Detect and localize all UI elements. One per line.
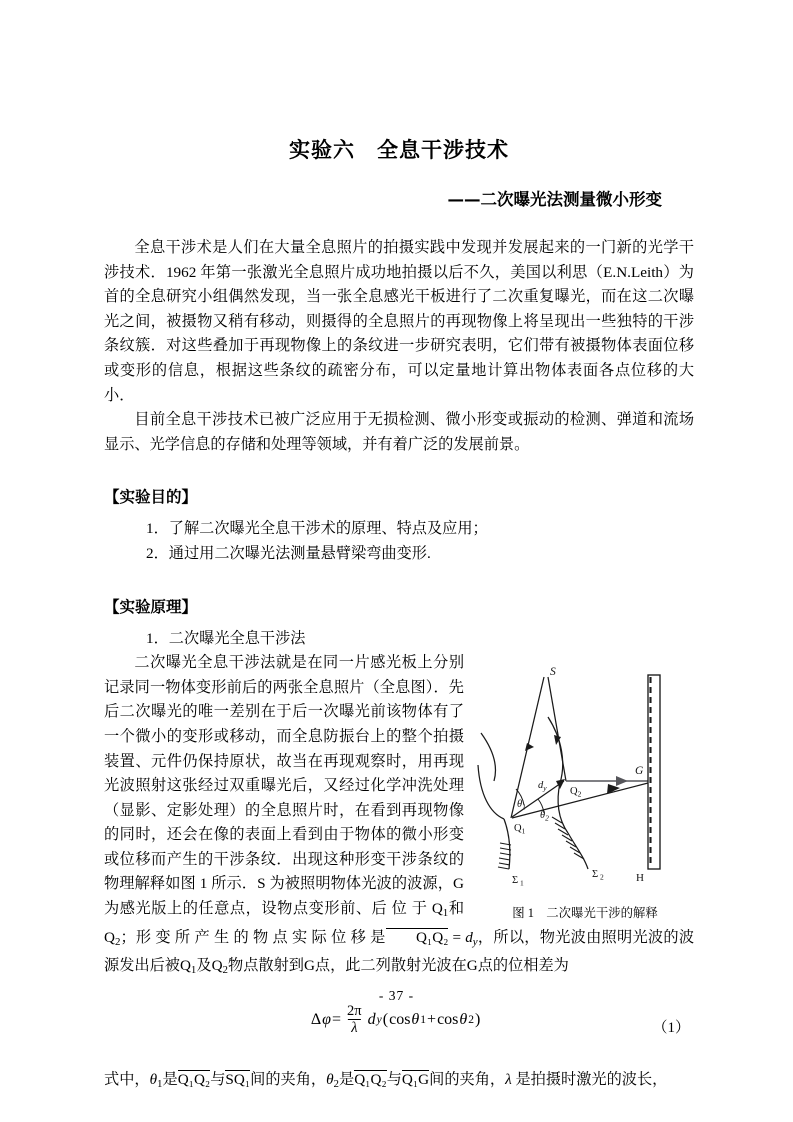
intro-paragraph-2: 目前全息干涉技术已被广泛应用于无损检测、微小形变或振动的检测、弹道和流场显示、光学信息的存储和处理等领域，并有着广泛的发展前景。: [104, 411, 694, 453]
figure-1-svg: [476, 655, 690, 895]
ray-arrowhead-left: [525, 743, 534, 751]
tail-theta-b: θ: [326, 1071, 334, 1089]
label-surface-sigma1: Σ $_1$: [512, 875, 524, 888]
segment-q1q2-inline: Q₁Q₂: [386, 928, 449, 946]
label-displacement-dy: $d_y$: [538, 780, 547, 793]
tail-seg-4: 间的夹角，: [250, 1071, 327, 1089]
surface-1-hatching: [498, 843, 511, 869]
surface-1-mid-curve: [478, 765, 504, 819]
tail-paragraph: [104, 1067, 694, 1097]
tail-seg-1: 式中，: [104, 1071, 150, 1089]
tail-segment-q1q2-a: Q₁Q₂: [177, 1071, 211, 1089]
surface-2-lower-curve: [568, 833, 588, 869]
formula-theta-2: θ: [459, 1010, 468, 1028]
principle-wrap-region: [104, 651, 694, 983]
formula-1: [311, 1003, 480, 1036]
page-title: 实验六 全息干涉技术: [289, 138, 509, 162]
formula-fraction: [344, 1003, 365, 1036]
objectives-heading: 【实验目的】: [104, 488, 198, 507]
surface-2-hatching: [552, 817, 584, 859]
label-surface-sigma2: Σ $_2$: [592, 869, 604, 882]
tail-theta-b-sub: 2: [333, 1078, 339, 1091]
formula-open-paren: (: [382, 1010, 389, 1028]
formula-equals: =: [332, 1010, 342, 1028]
formula-theta-1-sub: 1: [420, 1013, 427, 1026]
ray-q1-to-g: [512, 783, 648, 818]
principle-body-q1b-sub: 1: [190, 964, 197, 977]
tail-seg-7: 间的夹角，: [429, 1071, 506, 1089]
figure-1-graphic: [476, 655, 690, 895]
principle-body-dy: $d_y$: [465, 928, 478, 948]
tail-segment-sq1: SQ₁: [225, 1071, 251, 1089]
tail-seg-2: 是: [162, 1071, 178, 1089]
principle-body-seg-1: 二次曝光全息干涉法就是在同一片感光板上分别记录同一物体变形前后的两张全息照片（全息图）．先后二次曝光的唯一差别在于后一次曝光前该物体有了一个微小的变形或移动，而全息防振台上的整个拍摄装置、元件仍保持原状，故当在再现观察时，用再现光波照射这张经过双重曝光后，又经过化学冲洗处理（显影、定影处理）的全息照片时，在看到再现物像的同时，还会在像的表面上看到由于物体的微小形变或位移而产生的干涉条纹．出现这种形变干涉条纹的物理解释如图 1 所示．S 为被照明物体光波的波源，G 为感光版上的任意点，设物点变形前、后 位 于 Q: [104, 654, 464, 918]
principle-body-seg-4: ，所以，物光波由照明光波的波源发出后被Q: [104, 928, 694, 975]
label-angle-theta1: $\theta_1$: [517, 799, 526, 812]
tail-seg-8: 是拍摄时激光的波长，: [511, 1071, 668, 1089]
tail-segment-q1g: Q₁G: [401, 1071, 430, 1089]
page-number: - 37 -: [378, 988, 415, 1003]
figure-1: [476, 655, 694, 921]
tail-segment-q1q2-b: Q₁Q₂: [354, 1071, 387, 1089]
tail-seg-3: 与: [210, 1071, 226, 1089]
figure-1-labels: [512, 666, 644, 888]
label-source-s: S: [550, 666, 556, 679]
principle-body-seg-3: ；形 变 所 产 生 的 物 点 实 际 位 移 是: [120, 928, 386, 946]
principle-heading: 【实验原理】: [104, 597, 198, 616]
ray-q2-g-arrowhead: [616, 776, 628, 786]
page-content: [104, 0, 694, 1122]
formula-denominator: λ: [348, 1019, 360, 1036]
formula-phi: φ: [322, 1010, 332, 1028]
objectives-item-2: 2．通过用二次曝光法测量悬臂梁弯曲变形.: [146, 544, 431, 562]
tail-theta-a: θ: [149, 1071, 158, 1089]
formula-theta-2-sub: 2: [468, 1013, 475, 1026]
formula-d: d: [367, 1010, 376, 1028]
formula-1-row: [104, 1003, 694, 1051]
figure-1-caption: 图 1 二次曝光干涉的解释: [512, 906, 658, 921]
surface-1-upper-curve: [481, 733, 495, 781]
formula-cos-2: cos: [437, 1010, 459, 1028]
label-angle-theta2: $\theta_2$: [540, 810, 549, 823]
tail-lambda: λ: [505, 1071, 512, 1089]
formula-plus: +: [427, 1010, 437, 1028]
principle-body-seg-2: 和 Q: [104, 900, 465, 946]
formula-theta-1: θ: [411, 1010, 420, 1028]
principle-body-eq: =: [448, 928, 466, 946]
tail-seg-6: 与: [386, 1071, 402, 1089]
label-point-q1: $Q_1$: [514, 823, 526, 836]
formula-close-paren: ): [475, 1010, 481, 1028]
principle-body-seg-6: 物点散射到G点，此二列散射光波在G点的位相差为: [228, 957, 569, 975]
formula-1-number: （1）: [652, 1020, 690, 1037]
intro-paragraph-1: 全息干涉术是人们在大量全息照片的拍摄实践中发现并发展起来的一门新的光学干涉技术．1962 年第一张激光全息照片成功地拍摄以后不久，美国以利思（E.N.Leith）为首的全息研究小组偶然发现，当一张全息感光干板进行了二次重复曝光，而在这二次曝光之间，被摄物又稍有移动，则摄得的全息照片的再现物像上将呈现出一些独特的干涉条纹簇．对这些叠加于再现物像上的条纹进一步研究表明，它们带有被摄物体表面位移或变形的信息，根据这些条纹的疏密分布，可以定量地计算出物体表面各点位移的大小．: [104, 239, 694, 404]
page-subtitle: ——二次曝光法测量微小形变: [447, 190, 662, 209]
ray-s-to-q2: [548, 677, 566, 781]
formula-delta: Δ: [310, 1010, 322, 1028]
label-point-q2: $Q_2$: [570, 786, 582, 799]
principle-sub-heading: 1．二次曝光全息干涉法: [146, 629, 306, 647]
formula-numerator: 2π: [347, 1003, 362, 1020]
label-plate-point-g: G: [635, 765, 644, 778]
formula-cos-1: cos: [389, 1010, 411, 1028]
displacement-arrowhead: [556, 779, 565, 789]
formula-d-subscript: y: [376, 1013, 382, 1026]
objectives-item-1: 1．了解二次曝光全息干涉术的原理、特点及应用；: [146, 520, 488, 538]
label-plate-bottom-h: H: [636, 872, 644, 885]
principle-body-q2-sub: 2: [114, 935, 121, 948]
principle-body-seg-5: 及Q: [196, 957, 223, 975]
principle-body-q1-sub: 1: [442, 907, 449, 920]
tail-theta-a-sub: 1: [157, 1078, 163, 1091]
tail-seg-5: 是: [339, 1071, 355, 1089]
principle-body-q2b-sub: 2: [222, 964, 228, 977]
